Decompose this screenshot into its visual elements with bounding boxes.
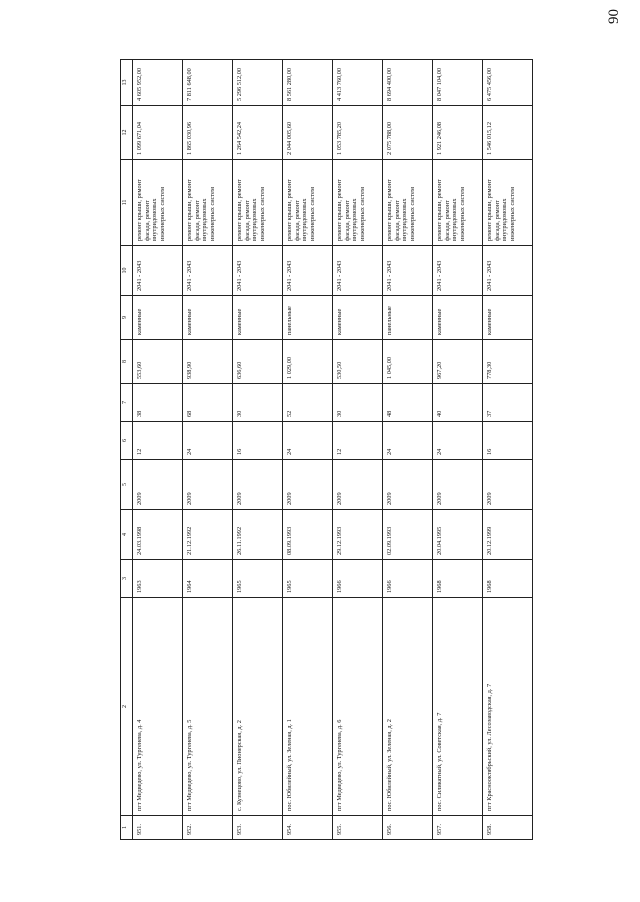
table-cell: ремонт крыши, ремонт фасада, ремонт внутридомовых инженерных систем bbox=[483, 160, 533, 246]
table-row bbox=[283, 60, 333, 840]
table-cell: 2041 - 2043 bbox=[283, 246, 333, 296]
table-cell: каменные bbox=[433, 296, 483, 340]
table-cell: 953. bbox=[233, 816, 283, 840]
table-cell: 2 075 788,00 bbox=[383, 106, 433, 160]
table-cell: каменные bbox=[233, 296, 283, 340]
table-cell: каменные bbox=[183, 296, 233, 340]
table-cell: 7 811 648,00 bbox=[183, 60, 233, 106]
column-number-cell: 8 bbox=[121, 340, 133, 384]
column-number-cell: 10 bbox=[121, 246, 133, 296]
table-row bbox=[383, 60, 433, 840]
column-number-cell: 1 bbox=[121, 816, 133, 840]
table-row bbox=[483, 60, 533, 840]
table-cell: 1 546 015,12 bbox=[483, 106, 533, 160]
table-cell: 8 047 104,00 bbox=[433, 60, 483, 106]
table-cell: ремонт крыши, ремонт фасада, ремонт внутридомовых инженерных систем bbox=[133, 160, 183, 246]
table-cell: 955. bbox=[333, 816, 383, 840]
table-cell: 52 bbox=[283, 384, 333, 422]
table-cell: 1 264 542,24 bbox=[233, 106, 283, 160]
table-cell: панельные bbox=[383, 296, 433, 340]
table-cell: 24 bbox=[383, 422, 433, 460]
table-cell: 16 bbox=[233, 422, 283, 460]
table-cell: каменные bbox=[133, 296, 183, 340]
table-cell: 956. bbox=[383, 816, 433, 840]
table-cell: 2041 - 2043 bbox=[333, 246, 383, 296]
table-cell: 2041 - 2043 bbox=[133, 246, 183, 296]
housing-register-table bbox=[120, 59, 533, 840]
table-cell: 8 694 400,00 bbox=[383, 60, 433, 106]
table-cell: пос. Юбилейный, ул. Зеленая, д. 1 bbox=[283, 598, 333, 816]
table-cell: 38 bbox=[133, 384, 183, 422]
table-cell: 12 bbox=[333, 422, 383, 460]
table-cell: 1 029,00 bbox=[283, 340, 333, 384]
table-cell: с. Кузнецово, ул. Пионерская, д. 2 bbox=[233, 598, 283, 816]
table-cell: 21.12.1992 bbox=[183, 510, 233, 560]
table-cell: панельные bbox=[283, 296, 333, 340]
table-cell: ремонт крыши, ремонт фасада, ремонт внутридомовых инженерных систем bbox=[383, 160, 433, 246]
column-number-cell: 6 bbox=[121, 422, 133, 460]
table-cell: 1964 bbox=[183, 560, 233, 598]
table-cell: пос. Юбилейный, ул. Зеленая, д. 2 bbox=[383, 598, 433, 816]
table-cell: 2009 bbox=[133, 460, 183, 510]
table-cell: 1 099 671,04 bbox=[133, 106, 183, 160]
table-cell: 8 561 280,00 bbox=[283, 60, 333, 106]
table-cell: пгт Медведево, ул. Тургенева, д. 6 bbox=[333, 598, 383, 816]
table-cell: 48 bbox=[383, 384, 433, 422]
table-cell: ремонт крыши, ремонт фасада, ремонт внутридомовых инженерных систем bbox=[183, 160, 233, 246]
table-row bbox=[433, 60, 483, 840]
table-cell: 2009 bbox=[233, 460, 283, 510]
table-row bbox=[333, 60, 383, 840]
table-cell: 1966 bbox=[383, 560, 433, 598]
column-number-cell: 9 bbox=[121, 296, 133, 340]
table-cell: 4 605 952,00 bbox=[133, 60, 183, 106]
table-cell: 2009 bbox=[483, 460, 533, 510]
table-cell: 5 296 512,00 bbox=[233, 60, 283, 106]
table-cell: 1965 bbox=[233, 560, 283, 598]
table-cell: 02.09.1993 bbox=[383, 510, 433, 560]
table-cell: 1 045,00 bbox=[383, 340, 433, 384]
table-cell: 30 bbox=[233, 384, 283, 422]
table-cell: 6 475 456,00 bbox=[483, 60, 533, 106]
table-row bbox=[183, 60, 233, 840]
table-cell: 2009 bbox=[383, 460, 433, 510]
table-cell: 951. bbox=[133, 816, 183, 840]
table-cell: 2041 - 2043 bbox=[233, 246, 283, 296]
column-number-cell: 2 bbox=[121, 598, 133, 816]
table-cell: пос. Силикатный, ул. Советская, д. 7 bbox=[433, 598, 483, 816]
column-number-cell: 11 bbox=[121, 160, 133, 246]
column-number-cell: 4 bbox=[121, 510, 133, 560]
table-cell: 957. bbox=[433, 816, 483, 840]
table-cell: 2041 - 2043 bbox=[483, 246, 533, 296]
table-cell: каменные bbox=[333, 296, 383, 340]
table-cell: 954. bbox=[283, 816, 333, 840]
rotated-table-sheet bbox=[120, 60, 536, 840]
column-number-cell: 12 bbox=[121, 106, 133, 160]
column-number-cell: 13 bbox=[121, 60, 133, 106]
table-cell: 12 bbox=[133, 422, 183, 460]
table-cell: 2 044 005,60 bbox=[283, 106, 333, 160]
column-number-cell: 5 bbox=[121, 460, 133, 510]
table-cell: 2009 bbox=[333, 460, 383, 510]
table-cell: 2009 bbox=[183, 460, 233, 510]
table-cell: 938,90 bbox=[183, 340, 233, 384]
table-cell: 967,20 bbox=[433, 340, 483, 384]
column-number-header bbox=[121, 60, 133, 840]
table-cell: 2041 - 2043 bbox=[433, 246, 483, 296]
table-cell: 1963 bbox=[133, 560, 183, 598]
table-cell: 24 bbox=[433, 422, 483, 460]
table-cell: 68 bbox=[183, 384, 233, 422]
table-cell: 1965 bbox=[283, 560, 333, 598]
table-cell: 30 bbox=[333, 384, 383, 422]
table-cell: 24 bbox=[283, 422, 333, 460]
table-cell: 530,50 bbox=[333, 340, 383, 384]
table-cell: 2009 bbox=[433, 460, 483, 510]
table-cell: 952. bbox=[183, 816, 233, 840]
table-cell: 20.04.1995 bbox=[433, 510, 483, 560]
column-number-cell: 3 bbox=[121, 560, 133, 598]
table-cell: 958. bbox=[483, 816, 533, 840]
table-cell: 778,30 bbox=[483, 340, 533, 384]
table-cell: пгт Краснооктябрьский, ул. Лесозаводская, д. 7 bbox=[483, 598, 533, 816]
table-row bbox=[133, 60, 183, 840]
table-cell: ремонт крыши, ремонт фасада, ремонт внутридомовых инженерных систем bbox=[233, 160, 283, 246]
table-cell: 1968 bbox=[483, 560, 533, 598]
table-cell: пгт Медведево, ул. Тургенева, д. 5 bbox=[183, 598, 233, 816]
table-cell: пгт Медведево, ул. Тургенева, д. 4 bbox=[133, 598, 183, 816]
table-cell: 24 bbox=[183, 422, 233, 460]
table-cell: 2041 - 2043 bbox=[183, 246, 233, 296]
table-cell: 26.11.1992 bbox=[233, 510, 283, 560]
table-cell: 29.12.1993 bbox=[333, 510, 383, 560]
table-cell: ремонт крыши, ремонт фасада, ремонт внутридомовых инженерных систем bbox=[283, 160, 333, 246]
table-cell: 1966 bbox=[333, 560, 383, 598]
table-cell: 20.12.1999 bbox=[483, 510, 533, 560]
table-row bbox=[233, 60, 283, 840]
page-number: 90 bbox=[606, 9, 622, 24]
table-cell: 37 bbox=[483, 384, 533, 422]
table-cell: 553,60 bbox=[133, 340, 183, 384]
table-cell: каменные bbox=[483, 296, 533, 340]
table-cell: ремонт крыши, ремонт фасада, ремонт внутридомовых инженерных систем bbox=[333, 160, 383, 246]
table-cell: 1 865 030,96 bbox=[183, 106, 233, 160]
column-number-cell: 7 bbox=[121, 384, 133, 422]
table-cell: 24.03.1998 bbox=[133, 510, 183, 560]
table-cell: 1 053 785,20 bbox=[333, 106, 383, 160]
table-cell: 2009 bbox=[283, 460, 333, 510]
table-cell: 636,60 bbox=[233, 340, 283, 384]
table-cell: 2041 - 2043 bbox=[383, 246, 433, 296]
table-cell: ремонт крыши, ремонт фасада, ремонт внутридомовых инженерных систем bbox=[433, 160, 483, 246]
table-cell: 16 bbox=[483, 422, 533, 460]
table-cell: 1 921 246,08 bbox=[433, 106, 483, 160]
table-cell: 40 bbox=[433, 384, 483, 422]
table-cell: 4 413 760,00 bbox=[333, 60, 383, 106]
table-cell: 08.09.1993 bbox=[283, 510, 333, 560]
table-cell: 1968 bbox=[433, 560, 483, 598]
